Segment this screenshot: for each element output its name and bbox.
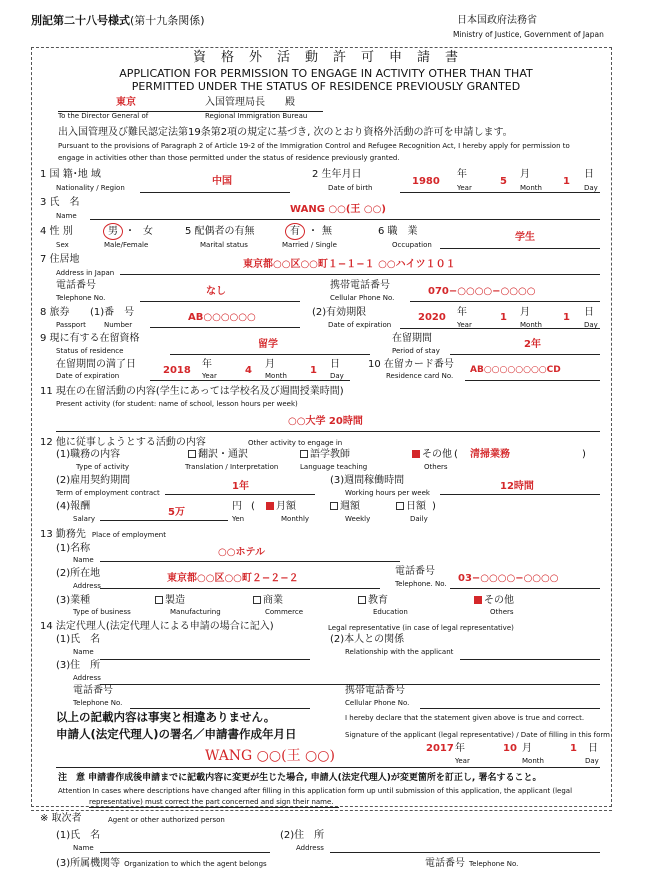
- sign-year-ja: 年: [455, 743, 465, 754]
- passport-label: 8 旅券: [40, 307, 70, 318]
- signature-line: [56, 767, 600, 768]
- expiry-month-ja: 月: [265, 359, 275, 370]
- dob-day[interactable]: 1: [563, 176, 570, 187]
- passport-day[interactable]: 1: [563, 312, 570, 323]
- passport-day-en: Day: [584, 321, 598, 329]
- yen-label: 円: [232, 501, 242, 512]
- checkbox-others-checked[interactable]: [412, 450, 420, 458]
- cell-value[interactable]: 070−○○○○−○○○○: [428, 286, 536, 297]
- legal-rep-tel-label: 電話番号: [73, 685, 113, 696]
- title-en-2: PERMITTED UNDER THE STATUS OF RESIDENCE PREVIOUSLY GRANTED: [131, 80, 521, 93]
- expiry-day[interactable]: 1: [310, 365, 317, 376]
- sex-female[interactable]: 女: [143, 226, 153, 237]
- agent-addr-label: (2)住 所: [280, 830, 325, 841]
- address-label-en: Address in Japan: [56, 269, 115, 277]
- period-line: [450, 354, 600, 355]
- dob-month-en: Month: [520, 184, 542, 192]
- sign-month-en: Month: [522, 757, 544, 765]
- passport-day-ja: 日: [584, 307, 594, 318]
- other-activity-label-en: Other activity to engage in: [248, 439, 343, 447]
- cell-label: 携帯電話番号: [330, 280, 390, 291]
- addressee-city: 東京: [116, 97, 136, 108]
- status-label: 9 現に有する在留資格: [40, 333, 140, 344]
- intro-en-1: Pursuant to the provisions of Paragraph 2 of Article 19-2 of the Immigration Control and Refugee Recognition Act, I hereby apply for permission to: [58, 142, 570, 150]
- dob-year[interactable]: 1980: [412, 176, 440, 187]
- hours-value[interactable]: 12時間: [500, 481, 534, 492]
- present-activity-label-en: Present activity (for student: name of school, lesson hours per week): [56, 400, 298, 408]
- marital-yes[interactable]: 有: [290, 226, 300, 237]
- biz-others[interactable]: その他: [474, 596, 514, 606]
- passport-number[interactable]: AB○○○○○○: [188, 312, 256, 323]
- declaration-en: I hereby declare that the statement given above is true and correct.: [345, 714, 585, 722]
- employer-tel-en: Telephone. No.: [395, 580, 447, 588]
- salary-daily-en: Daily: [410, 515, 428, 523]
- signature-label: 申請人(法定代理人)の署名／申請書作成年月日: [56, 727, 297, 741]
- address-value[interactable]: 東京都○○区○○町１−１−１ ○○ハイツ１０１: [243, 259, 456, 270]
- employer-tel-line: [450, 588, 600, 589]
- declaration-ja: 以上の記載内容は事実と相違ありません。: [56, 710, 276, 724]
- legal-rep-addr-label: (3)住 所: [56, 660, 101, 671]
- salary-monthly[interactable]: 月額: [266, 502, 296, 512]
- term-line: [165, 494, 315, 495]
- occupation-value[interactable]: 学生: [515, 232, 535, 243]
- employer-name-label: (1)名称: [56, 543, 91, 554]
- legal-rep-label-en: Legal representative (in case of legal representative): [328, 624, 514, 632]
- salary-monthly-en: Monthly: [281, 515, 310, 523]
- dob-day-en: Day: [584, 184, 598, 192]
- title-en-1: APPLICATION FOR PERMISSION TO ENGAGE IN ACTIVITY OTHER THAN THAT: [119, 67, 533, 80]
- occupation-line: [440, 248, 600, 249]
- signature-label-en: Signature of the applicant (legal representative) / Date of filling in this form: [345, 731, 610, 739]
- salary-daily[interactable]: 日額 ): [396, 502, 436, 512]
- agent-label-en: Agent or other authorized person: [108, 816, 225, 824]
- legal-rep-name-en: Name: [73, 648, 94, 656]
- form-number: 別記第二十八号様式(第十九条関係): [31, 14, 205, 27]
- employer-name-line: [100, 561, 400, 562]
- tel-line: [140, 301, 300, 302]
- expiry-month-en: Month: [265, 372, 287, 380]
- checkbox-manufacturing[interactable]: [155, 596, 163, 604]
- signature-value[interactable]: WANG ○○(王 ○○): [205, 748, 335, 764]
- checkbox-biz-others-checked[interactable]: [474, 596, 482, 604]
- expiry-year-en: Year: [202, 372, 217, 380]
- agent-tel-label: 電話番号 Telephone No.: [425, 858, 519, 869]
- intro-ja: 出入国管理及び難民認定法第19条第2項の規定に基づき, 次のとおり資格外活動の許可を申請します。: [58, 127, 513, 138]
- activity-opt-others[interactable]: その他 (: [412, 450, 458, 460]
- legal-rep-cell-label: 携帯電話番号: [345, 685, 405, 696]
- activity-opt-translation[interactable]: 翻訳・通訳: [188, 450, 248, 460]
- name-value[interactable]: WANG ○○(王 ○○): [290, 204, 386, 215]
- expiry-year[interactable]: 2018: [163, 365, 191, 376]
- sign-day[interactable]: 1: [570, 743, 577, 754]
- salary-paren-open: (: [251, 501, 255, 512]
- legal-rep-cell-en: Cellular Phone No.: [345, 699, 410, 707]
- legal-rep-label: 14 法定代理人(法定代理人による申請の場合に記入): [40, 621, 274, 632]
- occupation-label-en: Occupation: [392, 241, 432, 249]
- sex-dot: ・: [125, 226, 135, 237]
- salary-line: [100, 520, 228, 521]
- expiry-label: 在留期間の満了日: [56, 359, 136, 370]
- sign-day-en: Day: [585, 757, 599, 765]
- sign-month-ja: 月: [522, 743, 532, 754]
- marital-dot: ・: [308, 226, 318, 237]
- term-label-en: Term of employment contract: [56, 489, 160, 497]
- passport-month[interactable]: 1: [500, 312, 507, 323]
- dob-label: 2 生年月日: [312, 169, 362, 180]
- employer-addr-line: [100, 588, 380, 589]
- salary-value[interactable]: 5万: [168, 507, 185, 518]
- status-value[interactable]: 留学: [258, 339, 278, 350]
- occupation-label: 6 職 業: [378, 226, 418, 237]
- tel-label-en: Telephone No.: [56, 294, 106, 302]
- period-label: 在留期間: [392, 333, 432, 344]
- salary-weekly[interactable]: 週額: [330, 502, 360, 512]
- expiry-day-ja: 日: [330, 359, 340, 370]
- period-label-en: Period of stay: [392, 347, 440, 355]
- present-activity-value[interactable]: ○○大学 20時間: [288, 416, 363, 427]
- agent-addr-en: Address: [296, 844, 324, 852]
- passport-num-en: Number: [104, 321, 133, 329]
- agent-org-label: (3)所属機関等 Organization to which the agent belongs: [56, 858, 267, 869]
- status-label-en: Status of residence: [56, 347, 124, 355]
- period-value[interactable]: 2年: [524, 339, 541, 350]
- sign-year[interactable]: 2017: [426, 743, 454, 754]
- legal-rep-name-line: [100, 659, 310, 660]
- address-label: 7 住居地: [40, 254, 80, 265]
- employer-addr-label: (2)所在地: [56, 568, 101, 579]
- present-activity-line: [56, 431, 600, 432]
- biz-commerce-en: Commerce: [265, 608, 303, 616]
- card-line: [465, 380, 600, 381]
- name-line: [90, 219, 600, 220]
- term-value[interactable]: 1年: [232, 481, 249, 492]
- expiry-line: [150, 380, 350, 381]
- passport-number-line: [150, 327, 300, 328]
- note-underline: [89, 807, 339, 808]
- dob-line: [400, 192, 600, 193]
- activity-opt-translation-en: Translation / Interpretation: [185, 463, 279, 471]
- other-activity-label: 12 他に従事しようとする活動の内容: [40, 437, 206, 448]
- agent-name-label: (1)氏 名: [56, 830, 101, 841]
- dob-day-ja: 日: [584, 169, 594, 180]
- passport-month-en: Month: [520, 321, 542, 329]
- addressee-office-en: Regional Immigration Bureau: [205, 112, 308, 120]
- marital-ms-en: Married / Single: [282, 241, 337, 249]
- ministry-en: Ministry of Justice, Government of Japan: [453, 30, 604, 39]
- cell-label-en: Cellular Phone No.: [330, 294, 395, 302]
- addressee-office-ja: 入国管理局長 殿: [205, 97, 295, 108]
- checkbox-daily[interactable]: [396, 502, 404, 510]
- legal-rep-rel-label: (2)本人との関係: [330, 634, 405, 645]
- activity-others-value[interactable]: 清掃業務: [470, 449, 510, 460]
- note-ja: 注 意 申請書作成後申請までに記載内容に変更が生じた場合, 申請人(法定代理人)が変更箇所を訂正し, 署名すること。: [58, 773, 542, 783]
- biz-commerce[interactable]: 商業: [253, 596, 283, 606]
- hours-line: [440, 494, 600, 495]
- checkbox-language[interactable]: [300, 450, 308, 458]
- nationality-label-en: Nationality / Region: [56, 184, 125, 192]
- sex-mf-en: Male/Female: [104, 241, 149, 249]
- marital-label-en: Marital status: [200, 241, 248, 249]
- intro-en-2: engage in activities other than those permitted under the status of residence previously granted.: [58, 154, 400, 162]
- sex-male-circle: [103, 223, 123, 240]
- tel-value[interactable]: なし: [206, 286, 226, 297]
- passport-num-label: (1)番 号: [90, 307, 135, 318]
- biz-education[interactable]: 教育: [358, 596, 388, 606]
- dob-month[interactable]: 5: [500, 176, 507, 187]
- salary-label-en: Salary: [73, 515, 95, 523]
- checkbox-education[interactable]: [358, 596, 366, 604]
- activity-type-en: Type of activity: [76, 463, 130, 471]
- employer-tel-value[interactable]: 03−○○○○−○○○○: [458, 573, 559, 584]
- dob-month-ja: 月: [520, 169, 530, 180]
- activity-type-label: (1)職務の内容: [56, 449, 121, 460]
- dob-label-en: Date of birth: [328, 184, 373, 192]
- expiry-year-ja: 年: [202, 359, 212, 370]
- passport-exp-line: [400, 328, 600, 329]
- expiry-month[interactable]: 4: [245, 365, 252, 376]
- agent-name-line: [100, 852, 270, 853]
- business-label: (3)業種: [56, 595, 91, 606]
- dob-year-en: Year: [457, 184, 472, 192]
- yen-label-en: Yen: [232, 515, 245, 523]
- biz-others-en: Others: [490, 608, 514, 616]
- checkbox-monthly-checked[interactable]: [266, 502, 274, 510]
- agent-label: ※ 取次者: [40, 813, 82, 824]
- sign-month[interactable]: 10: [503, 743, 517, 754]
- cell-line: [410, 301, 600, 302]
- note-en-2: representative) must correct the part concerned and sign their name.: [89, 798, 334, 806]
- activity-opt-language-en: Language teaching: [300, 463, 368, 471]
- tel-label: 電話番号: [56, 280, 96, 291]
- biz-manufacturing[interactable]: 製造: [155, 596, 185, 606]
- legal-rep-addr-en: Address: [73, 674, 101, 682]
- nationality-line: [140, 192, 290, 193]
- term-label: (2)雇用契約期間: [56, 475, 131, 486]
- salary-weekly-en: Weekly: [345, 515, 371, 523]
- sex-label: 4 性 別: [40, 226, 73, 237]
- passport-year-en: Year: [457, 321, 472, 329]
- legal-rep-cell-line: [420, 708, 600, 709]
- status-line: [170, 354, 370, 355]
- employer-name-value[interactable]: ○○ホテル: [218, 547, 265, 558]
- biz-manufacturing-en: Manufacturing: [170, 608, 221, 616]
- legal-rep-tel-en: Telephone No.: [73, 699, 123, 707]
- name-label-en: Name: [56, 212, 77, 220]
- marital-no[interactable]: 無: [322, 226, 332, 237]
- card-value[interactable]: AB○○○○○○○○CD: [470, 365, 561, 375]
- passport-label-en: Passport: [56, 321, 86, 329]
- legal-rep-name-label: (1)氏 名: [56, 634, 101, 645]
- nationality-value[interactable]: 中国: [212, 176, 232, 187]
- passport-year[interactable]: 2020: [418, 312, 446, 323]
- employer-addr-en: Address: [73, 582, 101, 590]
- legal-rep-rel-en: Relationship with the applicant: [345, 648, 454, 656]
- passport-exp-label: (2)有効期限: [312, 307, 367, 318]
- ministry-ja: 日本国政府法務省: [457, 15, 537, 26]
- biz-education-en: Education: [373, 608, 408, 616]
- passport-year-ja: 年: [457, 307, 467, 318]
- nationality-label: 1 国 籍･地 域: [40, 169, 101, 180]
- passport-month-ja: 月: [520, 307, 530, 318]
- activity-opt-language[interactable]: 語学教師: [300, 450, 350, 460]
- expiry-day-en: Day: [330, 372, 344, 380]
- sign-year-en: Year: [455, 757, 470, 765]
- sex-male[interactable]: 男: [108, 226, 118, 237]
- agent-addr-line: [330, 852, 600, 853]
- legal-rep-rel-line: [460, 659, 600, 660]
- hours-label: (3)週間稼働時間: [330, 475, 405, 486]
- checkbox-commerce[interactable]: [253, 596, 261, 604]
- agent-name-en: Name: [73, 844, 94, 852]
- agent-separator: [31, 810, 612, 811]
- expiry-label-en: Date of expiration: [56, 372, 120, 380]
- passport-exp-en: Date of expiration: [328, 321, 392, 329]
- activity-others-close: ): [582, 449, 586, 460]
- title-ja: 資 格 外 活 動 許 可 申 請 書: [192, 50, 459, 65]
- note-en-1: Attention In cases where descriptions have changed after filling in this application form up until submission of this application, the applicant (legal: [58, 787, 573, 795]
- marital-label: 5 配偶者の有無: [185, 226, 255, 237]
- addressee-to-en: To the Director General of: [58, 112, 149, 120]
- name-label: 3 氏 名: [40, 197, 80, 208]
- employer-name-en: Name: [73, 556, 94, 564]
- business-label-en: Type of business: [73, 608, 131, 616]
- sign-day-ja: 日: [588, 743, 598, 754]
- legal-rep-tel-line: [130, 708, 310, 709]
- salary-label: (4)報酬: [56, 501, 91, 512]
- card-label-en: Residence card No.: [386, 372, 454, 380]
- sex-label-en: Sex: [56, 241, 69, 249]
- activity-opt-others-en: Others: [424, 463, 448, 471]
- employer-tel-label: 電話番号: [395, 566, 435, 577]
- employer-addr-value[interactable]: 東京都○○区○○町２−２−２: [167, 573, 299, 584]
- hours-label-en: Working hours per week: [345, 489, 430, 497]
- marital-yes-circle: [285, 223, 305, 240]
- address-line: [120, 274, 600, 275]
- employment-label: 13 勤務先 Place of employment: [40, 529, 166, 540]
- dob-year-ja: 年: [457, 169, 467, 180]
- checkbox-translation[interactable]: [188, 450, 196, 458]
- checkbox-weekly[interactable]: [330, 502, 338, 510]
- card-label: 10 在留カード番号: [368, 359, 454, 370]
- present-activity-label: 11 現在の在留活動の内容(学生にあっては学校名及び週間授業時間): [40, 386, 344, 397]
